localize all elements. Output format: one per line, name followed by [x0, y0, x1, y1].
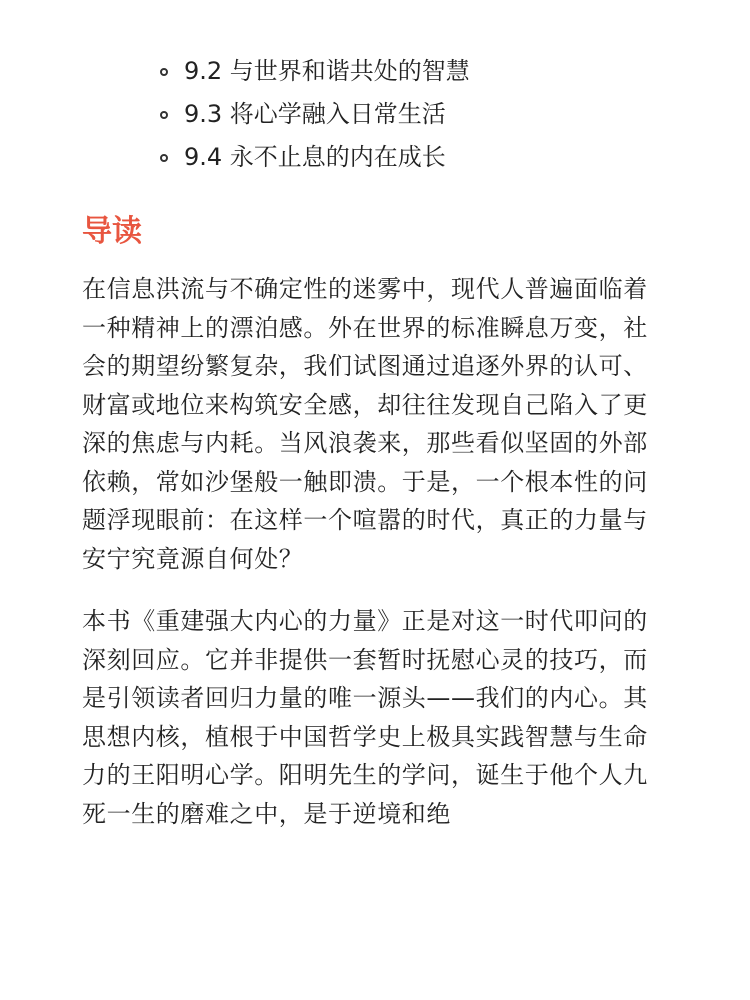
toc-item[interactable] — [160, 136, 470, 179]
toc-item[interactable] — [160, 93, 470, 136]
toc-item-label: 9.4 永不止息的内在成长 — [184, 143, 446, 171]
body-paragraph: 本书《重建强大内心的力量》正是对这一时代叩问的深刻回应。它并非提供一套暂时抚慰心灵的技巧，而是引领读者回归力量的唯一源头——我们的内心。其思想内核，植根于中国哲学史上极具实践智慧与生命力的王阳明心学。阳明先生的学问，诞生于他个人九死一生的磨难之中，是于逆境和绝 — [82, 607, 648, 828]
section-heading: 导读 — [82, 214, 142, 249]
toc-item-label: 9.2 与世界和谐共处的智慧 — [184, 57, 470, 85]
hollow-bullet-icon — [160, 68, 168, 76]
toc-item[interactable] — [160, 50, 470, 93]
toc-item-label: 9.3 将心学融入日常生活 — [184, 100, 446, 128]
body-paragraph: 在信息洪流与不确定性的迷雾中，现代人普遍面临着一种精神上的漂泊感。外在世界的标准瞬息万变，社会的期望纷繁复杂，我们试图通过追逐外界的认可、财富或地位来构筑安全感，却往往发现自己陷入了更深的焦虑与内耗。当风浪袭来，那些看似坚固的外部依赖，常如沙堡般一触即溃。于是，一个根本性的问题浮现眼前：在这样一个喧嚣的时代，真正的力量与安宁究竟源自何处？ — [82, 275, 648, 573]
hollow-bullet-icon — [160, 154, 168, 162]
hollow-bullet-icon — [160, 111, 168, 119]
table-of-contents — [160, 50, 470, 179]
